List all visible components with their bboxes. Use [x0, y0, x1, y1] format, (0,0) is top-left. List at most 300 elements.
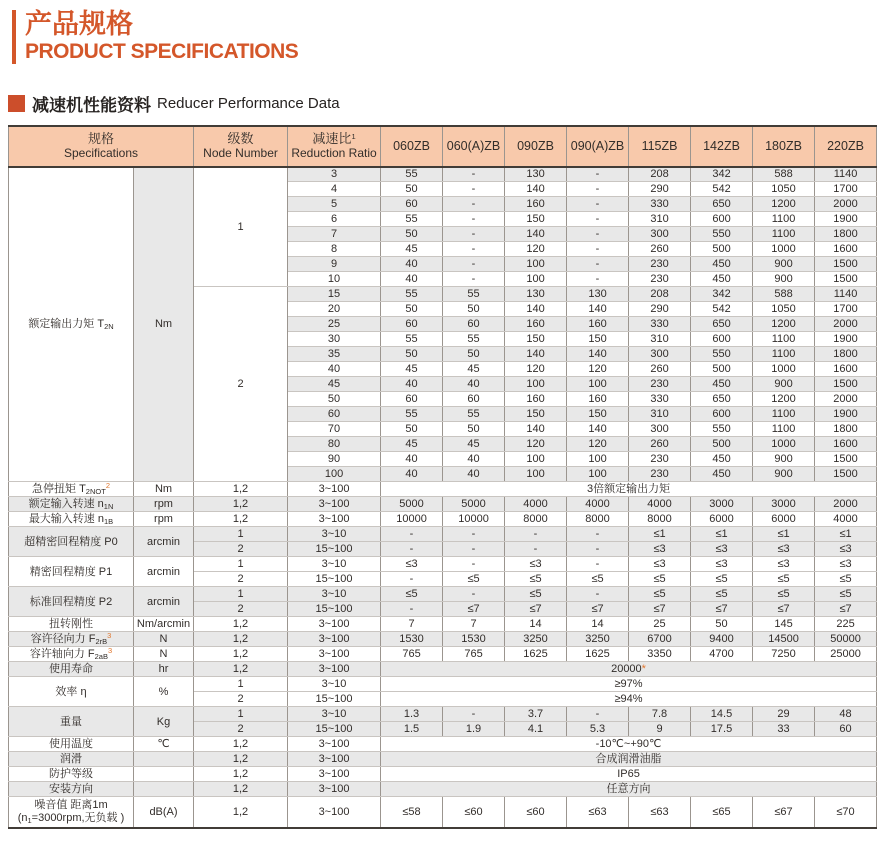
node-cell: 1,2 — [194, 782, 288, 797]
value-cell: 6000 — [691, 512, 753, 527]
value-cell: 3350 — [629, 647, 691, 662]
table-row — [9, 497, 877, 512]
value-cell: 1600 — [815, 362, 877, 377]
value-cell: 100 — [567, 467, 629, 482]
ratio-cell: 30 — [288, 332, 381, 347]
value-cell: 100 — [505, 452, 567, 467]
unit-cell: Nm — [134, 482, 194, 497]
value-cell: - — [567, 227, 629, 242]
value-cell: - — [443, 707, 505, 722]
value-cell: 300 — [629, 347, 691, 362]
value-cell: 160 — [567, 317, 629, 332]
ratio-cell: 3~100 — [288, 797, 381, 828]
value-cell: - — [567, 197, 629, 212]
value-cell: ≤1 — [691, 527, 753, 542]
node-cell: 1,2 — [194, 737, 288, 752]
unit-cell — [134, 782, 194, 797]
value-cell: 1.5 — [381, 722, 443, 737]
value-cell: 50 — [691, 617, 753, 632]
ratio-cell: 40 — [288, 362, 381, 377]
value-cell: 150 — [567, 407, 629, 422]
value-cell: 230 — [629, 452, 691, 467]
value-cell: 1100 — [753, 227, 815, 242]
ratio-cell: 25 — [288, 317, 381, 332]
value-cell: 230 — [629, 377, 691, 392]
table-row — [9, 632, 877, 647]
page-title-en: PRODUCT SPECIFICATIONS — [25, 39, 299, 63]
value-cell: 50 — [443, 302, 505, 317]
value-cell: 650 — [691, 317, 753, 332]
value-cell: 2000 — [815, 317, 877, 332]
unit-cell: N — [134, 647, 194, 662]
table-row — [9, 662, 877, 677]
spec-label: 使用寿命 — [9, 662, 134, 677]
reducer-performance-table — [8, 125, 877, 829]
table-row — [9, 557, 877, 572]
value-cell: 1800 — [815, 227, 877, 242]
value-cell: - — [567, 272, 629, 287]
unit-cell: % — [134, 677, 194, 707]
col-header-model-060azb: 060(A)ZB — [443, 126, 505, 167]
value-cell: 40 — [381, 452, 443, 467]
value-cell: 2000 — [815, 497, 877, 512]
value-cell: 14.5 — [691, 707, 753, 722]
value-cell: 55 — [381, 287, 443, 302]
value-cell: 450 — [691, 272, 753, 287]
value-cell: ≤7 — [629, 602, 691, 617]
value-cell: 120 — [567, 362, 629, 377]
value-cell: 140 — [505, 182, 567, 197]
value-cell: 4000 — [629, 497, 691, 512]
value-cell: 900 — [753, 257, 815, 272]
span-value-cell: 合成润滑油脂 — [381, 752, 877, 767]
value-cell: 50000 — [815, 632, 877, 647]
value-cell: 7250 — [753, 647, 815, 662]
col-header-model-180zb: 180ZB — [753, 126, 815, 167]
value-cell: 2000 — [815, 392, 877, 407]
value-cell: 4000 — [815, 512, 877, 527]
unit-cell: arcmin — [134, 557, 194, 587]
value-cell: 290 — [629, 182, 691, 197]
spec-table-body — [9, 167, 877, 828]
spec-label: 噪音值 距离1m ($n_1=3000rpm$,无负载 ) — [9, 797, 134, 828]
spec-label: 使用温度 — [9, 737, 134, 752]
ratio-cell: 20 — [288, 302, 381, 317]
value-cell: 33 — [753, 722, 815, 737]
spec-label: 安装方向 — [9, 782, 134, 797]
value-cell: 1200 — [753, 317, 815, 332]
spec-label: 额定输出力矩 $T_{2N}$ — [9, 167, 134, 482]
value-cell: ≤7 — [753, 602, 815, 617]
ratio-cell: 3~100 — [288, 617, 381, 632]
value-cell: - — [443, 242, 505, 257]
value-cell: 100 — [505, 377, 567, 392]
table-row — [9, 587, 877, 602]
ratio-cell: 3~100 — [288, 662, 381, 677]
ratio-cell: 3~10 — [288, 587, 381, 602]
value-cell: 50 — [381, 347, 443, 362]
value-cell: 300 — [629, 227, 691, 242]
value-cell: 500 — [691, 362, 753, 377]
spec-label: 额定输入转速 $n_{1N}$ — [9, 497, 134, 512]
table-row — [9, 797, 877, 828]
value-cell: 1100 — [753, 407, 815, 422]
value-cell: 100 — [505, 467, 567, 482]
value-cell: - — [443, 182, 505, 197]
span-value-cell: 任意方向 — [381, 782, 877, 797]
table-row — [9, 677, 877, 692]
value-cell: 100 — [505, 257, 567, 272]
value-cell: 140 — [505, 302, 567, 317]
value-cell: 3000 — [753, 497, 815, 512]
value-cell: 130 — [505, 167, 567, 182]
value-cell: ≤3 — [815, 542, 877, 557]
value-cell: 55 — [443, 332, 505, 347]
value-cell: 1.3 — [381, 707, 443, 722]
value-cell: 450 — [691, 377, 753, 392]
value-cell: 1500 — [815, 272, 877, 287]
value-cell: ≤3 — [753, 542, 815, 557]
node-cell: 2 — [194, 722, 288, 737]
ratio-cell: 15~100 — [288, 722, 381, 737]
value-cell: 55 — [443, 287, 505, 302]
value-cell: ≤3 — [629, 557, 691, 572]
span-value-cell: ≥94% — [381, 692, 877, 707]
value-cell: ≤3 — [629, 542, 691, 557]
span-value-cell: 3倍额定输出力矩 — [381, 482, 877, 497]
value-cell: - — [443, 587, 505, 602]
ratio-cell: 3~100 — [288, 737, 381, 752]
value-cell: 55 — [381, 167, 443, 182]
value-cell: 40 — [443, 377, 505, 392]
value-cell: 310 — [629, 212, 691, 227]
value-cell: 1600 — [815, 437, 877, 452]
value-cell: ≤5 — [381, 587, 443, 602]
value-cell: 230 — [629, 467, 691, 482]
value-cell: 14 — [567, 617, 629, 632]
ratio-cell: 3 — [288, 167, 381, 182]
value-cell: 55 — [443, 407, 505, 422]
value-cell: 230 — [629, 272, 691, 287]
span-value-cell: 20000* — [381, 662, 877, 677]
unit-cell: Kg — [134, 707, 194, 737]
ratio-cell: 9 — [288, 257, 381, 272]
col-header-spec: 规格 Specifications — [9, 126, 194, 167]
value-cell: 290 — [629, 302, 691, 317]
span-value-cell: -10℃~+90℃ — [381, 737, 877, 752]
table-row — [9, 527, 877, 542]
value-cell: ≤5 — [815, 587, 877, 602]
value-cell: 120 — [505, 437, 567, 452]
value-cell: 588 — [753, 287, 815, 302]
ratio-cell: 3~100 — [288, 482, 381, 497]
value-cell: - — [443, 557, 505, 572]
value-cell: 300 — [629, 422, 691, 437]
table-row — [9, 617, 877, 632]
value-cell: 7.8 — [629, 707, 691, 722]
col-header-model-142zb: 142ZB — [691, 126, 753, 167]
col-header-model-115zb: 115ZB — [629, 126, 691, 167]
value-cell: ≤63 — [629, 797, 691, 828]
value-cell: 40 — [443, 452, 505, 467]
value-cell: ≤3 — [691, 557, 753, 572]
col-header-model-220zb: 220ZB — [815, 126, 877, 167]
ratio-cell: 15~100 — [288, 602, 381, 617]
value-cell: 1.9 — [443, 722, 505, 737]
value-cell: - — [567, 542, 629, 557]
value-cell: 29 — [753, 707, 815, 722]
value-cell: 4000 — [567, 497, 629, 512]
ratio-cell: 90 — [288, 452, 381, 467]
node-cell: 1 — [194, 167, 288, 287]
value-cell: ≤70 — [815, 797, 877, 828]
unit-cell: Nm — [134, 167, 194, 482]
value-cell: 5.3 — [567, 722, 629, 737]
value-cell: 1500 — [815, 257, 877, 272]
value-cell: 150 — [567, 332, 629, 347]
value-cell: 50 — [381, 422, 443, 437]
section-heading — [8, 91, 881, 116]
value-cell: 1500 — [815, 377, 877, 392]
unit-cell: rpm — [134, 512, 194, 527]
value-cell: ≤3 — [815, 557, 877, 572]
ratio-cell: 3~100 — [288, 647, 381, 662]
unit-cell: rpm — [134, 497, 194, 512]
span-value-cell: IP65 — [381, 767, 877, 782]
value-cell: ≤5 — [505, 587, 567, 602]
value-cell: ≤5 — [505, 572, 567, 587]
value-cell: 2000 — [815, 197, 877, 212]
value-cell: 330 — [629, 197, 691, 212]
ratio-footnote-sup: 1 — [351, 131, 356, 141]
unit-cell: ℃ — [134, 737, 194, 752]
value-cell: 8000 — [567, 512, 629, 527]
value-cell: - — [567, 257, 629, 272]
value-cell: ≤1 — [629, 527, 691, 542]
value-cell: ≤60 — [443, 797, 505, 828]
spec-label: 润滑 — [9, 752, 134, 767]
value-cell: 650 — [691, 197, 753, 212]
value-cell: 50 — [381, 302, 443, 317]
footnote-sup: 3 — [107, 631, 112, 640]
value-cell: 450 — [691, 467, 753, 482]
value-cell: ≤5 — [629, 587, 691, 602]
node-cell: 1,2 — [194, 647, 288, 662]
value-cell: 60 — [815, 722, 877, 737]
ratio-cell: 60 — [288, 407, 381, 422]
value-cell: - — [567, 587, 629, 602]
value-cell: 330 — [629, 317, 691, 332]
value-cell: ≤5 — [629, 572, 691, 587]
table-row — [9, 647, 877, 662]
page-title — [0, 0, 881, 64]
value-cell: - — [443, 212, 505, 227]
value-cell: 160 — [567, 392, 629, 407]
value-cell: 60 — [381, 317, 443, 332]
value-cell: - — [567, 167, 629, 182]
col-header-model-090zb: 090ZB — [505, 126, 567, 167]
ratio-cell: 3~100 — [288, 782, 381, 797]
value-cell: 4.1 — [505, 722, 567, 737]
value-cell: 40 — [443, 467, 505, 482]
value-cell: 900 — [753, 272, 815, 287]
value-cell: 342 — [691, 287, 753, 302]
value-cell: 550 — [691, 227, 753, 242]
value-cell: 1900 — [815, 332, 877, 347]
ratio-cell: 50 — [288, 392, 381, 407]
value-cell: ≤7 — [505, 602, 567, 617]
value-cell: 45 — [381, 242, 443, 257]
value-cell: 900 — [753, 377, 815, 392]
value-cell: 60 — [443, 392, 505, 407]
ratio-cell: 3~10 — [288, 557, 381, 572]
value-cell: - — [443, 227, 505, 242]
node-cell: 1,2 — [194, 482, 288, 497]
value-cell: 40 — [381, 467, 443, 482]
value-cell: 140 — [567, 422, 629, 437]
value-cell: 7 — [381, 617, 443, 632]
value-cell: 542 — [691, 182, 753, 197]
value-cell: 9 — [629, 722, 691, 737]
value-cell: 588 — [753, 167, 815, 182]
value-cell: ≤5 — [815, 572, 877, 587]
spec-label: 超精密回程精度 P0 — [9, 527, 134, 557]
value-cell: 1700 — [815, 302, 877, 317]
value-cell: 550 — [691, 422, 753, 437]
value-cell: 208 — [629, 167, 691, 182]
value-cell: 1700 — [815, 182, 877, 197]
value-cell: 1800 — [815, 347, 877, 362]
value-cell: 130 — [567, 287, 629, 302]
value-cell: - — [567, 242, 629, 257]
ratio-cell: 3~10 — [288, 677, 381, 692]
unit-cell — [134, 752, 194, 767]
value-cell: 150 — [505, 212, 567, 227]
spec-label: 容许径向力 $F_{2rB}^3$ — [9, 632, 134, 647]
value-cell: 500 — [691, 437, 753, 452]
value-cell: 40 — [381, 257, 443, 272]
value-cell: 342 — [691, 167, 753, 182]
ratio-cell: 45 — [288, 377, 381, 392]
value-cell: ≤5 — [691, 587, 753, 602]
value-cell: 900 — [753, 452, 815, 467]
ratio-cell: 15~100 — [288, 692, 381, 707]
value-cell: 60 — [381, 197, 443, 212]
value-cell: - — [567, 182, 629, 197]
value-cell: 600 — [691, 407, 753, 422]
value-cell: 1100 — [753, 212, 815, 227]
unit-cell: Nm/arcmin — [134, 617, 194, 632]
ratio-cell: 5 — [288, 197, 381, 212]
ratio-cell: 7 — [288, 227, 381, 242]
value-cell: 150 — [505, 407, 567, 422]
value-cell: 1600 — [815, 242, 877, 257]
value-cell: ≤7 — [567, 602, 629, 617]
value-cell: 50 — [443, 347, 505, 362]
section-title-zh: 减速机性能资料 — [32, 95, 151, 115]
value-cell: 8000 — [629, 512, 691, 527]
value-cell: 900 — [753, 467, 815, 482]
value-cell: ≤67 — [753, 797, 815, 828]
value-cell: 60 — [443, 317, 505, 332]
value-cell: 4700 — [691, 647, 753, 662]
value-cell: 600 — [691, 332, 753, 347]
value-cell: 542 — [691, 302, 753, 317]
value-cell: - — [443, 257, 505, 272]
unit-cell — [134, 767, 194, 782]
value-cell: 1625 — [505, 647, 567, 662]
ratio-cell: 100 — [288, 467, 381, 482]
table-row — [9, 512, 877, 527]
ratio-cell: 3~100 — [288, 497, 381, 512]
value-cell: 600 — [691, 212, 753, 227]
value-cell: - — [505, 527, 567, 542]
value-cell: 1100 — [753, 332, 815, 347]
value-cell: ≤65 — [691, 797, 753, 828]
section-title-en: Reducer Performance Data — [157, 94, 340, 112]
spec-label: 标准回程精度 P2 — [9, 587, 134, 617]
page-title-zh: 产品规格 — [25, 9, 133, 39]
value-cell: 40 — [381, 377, 443, 392]
value-cell: 5000 — [381, 497, 443, 512]
value-cell: 225 — [815, 617, 877, 632]
value-cell: 260 — [629, 242, 691, 257]
value-cell: 130 — [505, 287, 567, 302]
value-cell: - — [443, 272, 505, 287]
value-cell: 50 — [381, 182, 443, 197]
table-row — [9, 767, 877, 782]
value-cell: 160 — [505, 392, 567, 407]
table-row — [9, 782, 877, 797]
node-cell: 1,2 — [194, 662, 288, 677]
value-cell: 50 — [443, 422, 505, 437]
value-cell: ≤1 — [815, 527, 877, 542]
footnote-sup: 2 — [105, 481, 110, 490]
value-cell: ≤58 — [381, 797, 443, 828]
node-cell: 2 — [194, 542, 288, 557]
ratio-cell: 35 — [288, 347, 381, 362]
value-cell: 160 — [505, 317, 567, 332]
value-cell: 140 — [567, 302, 629, 317]
value-cell: 45 — [443, 437, 505, 452]
value-cell: 145 — [753, 617, 815, 632]
value-cell: 55 — [381, 212, 443, 227]
value-cell: 55 — [381, 332, 443, 347]
value-cell: 120 — [567, 437, 629, 452]
value-cell: 1530 — [443, 632, 505, 647]
col-header-model-060zb: 060ZB — [381, 126, 443, 167]
value-cell: 230 — [629, 257, 691, 272]
value-cell: 650 — [691, 392, 753, 407]
value-cell: 310 — [629, 407, 691, 422]
value-cell: 6700 — [629, 632, 691, 647]
value-cell: 45 — [381, 437, 443, 452]
value-cell: 1530 — [381, 632, 443, 647]
unit-cell: N — [134, 632, 194, 647]
value-cell: 3250 — [567, 632, 629, 647]
value-cell: 1000 — [753, 437, 815, 452]
value-cell: 10000 — [443, 512, 505, 527]
ratio-cell: 70 — [288, 422, 381, 437]
value-cell: ≤3 — [505, 557, 567, 572]
value-cell: ≤7 — [443, 602, 505, 617]
ratio-cell: 10 — [288, 272, 381, 287]
node-cell: 2 — [194, 692, 288, 707]
unit-cell: hr — [134, 662, 194, 677]
value-cell: 17.5 — [691, 722, 753, 737]
value-cell: ≤5 — [567, 572, 629, 587]
value-cell: 150 — [505, 332, 567, 347]
